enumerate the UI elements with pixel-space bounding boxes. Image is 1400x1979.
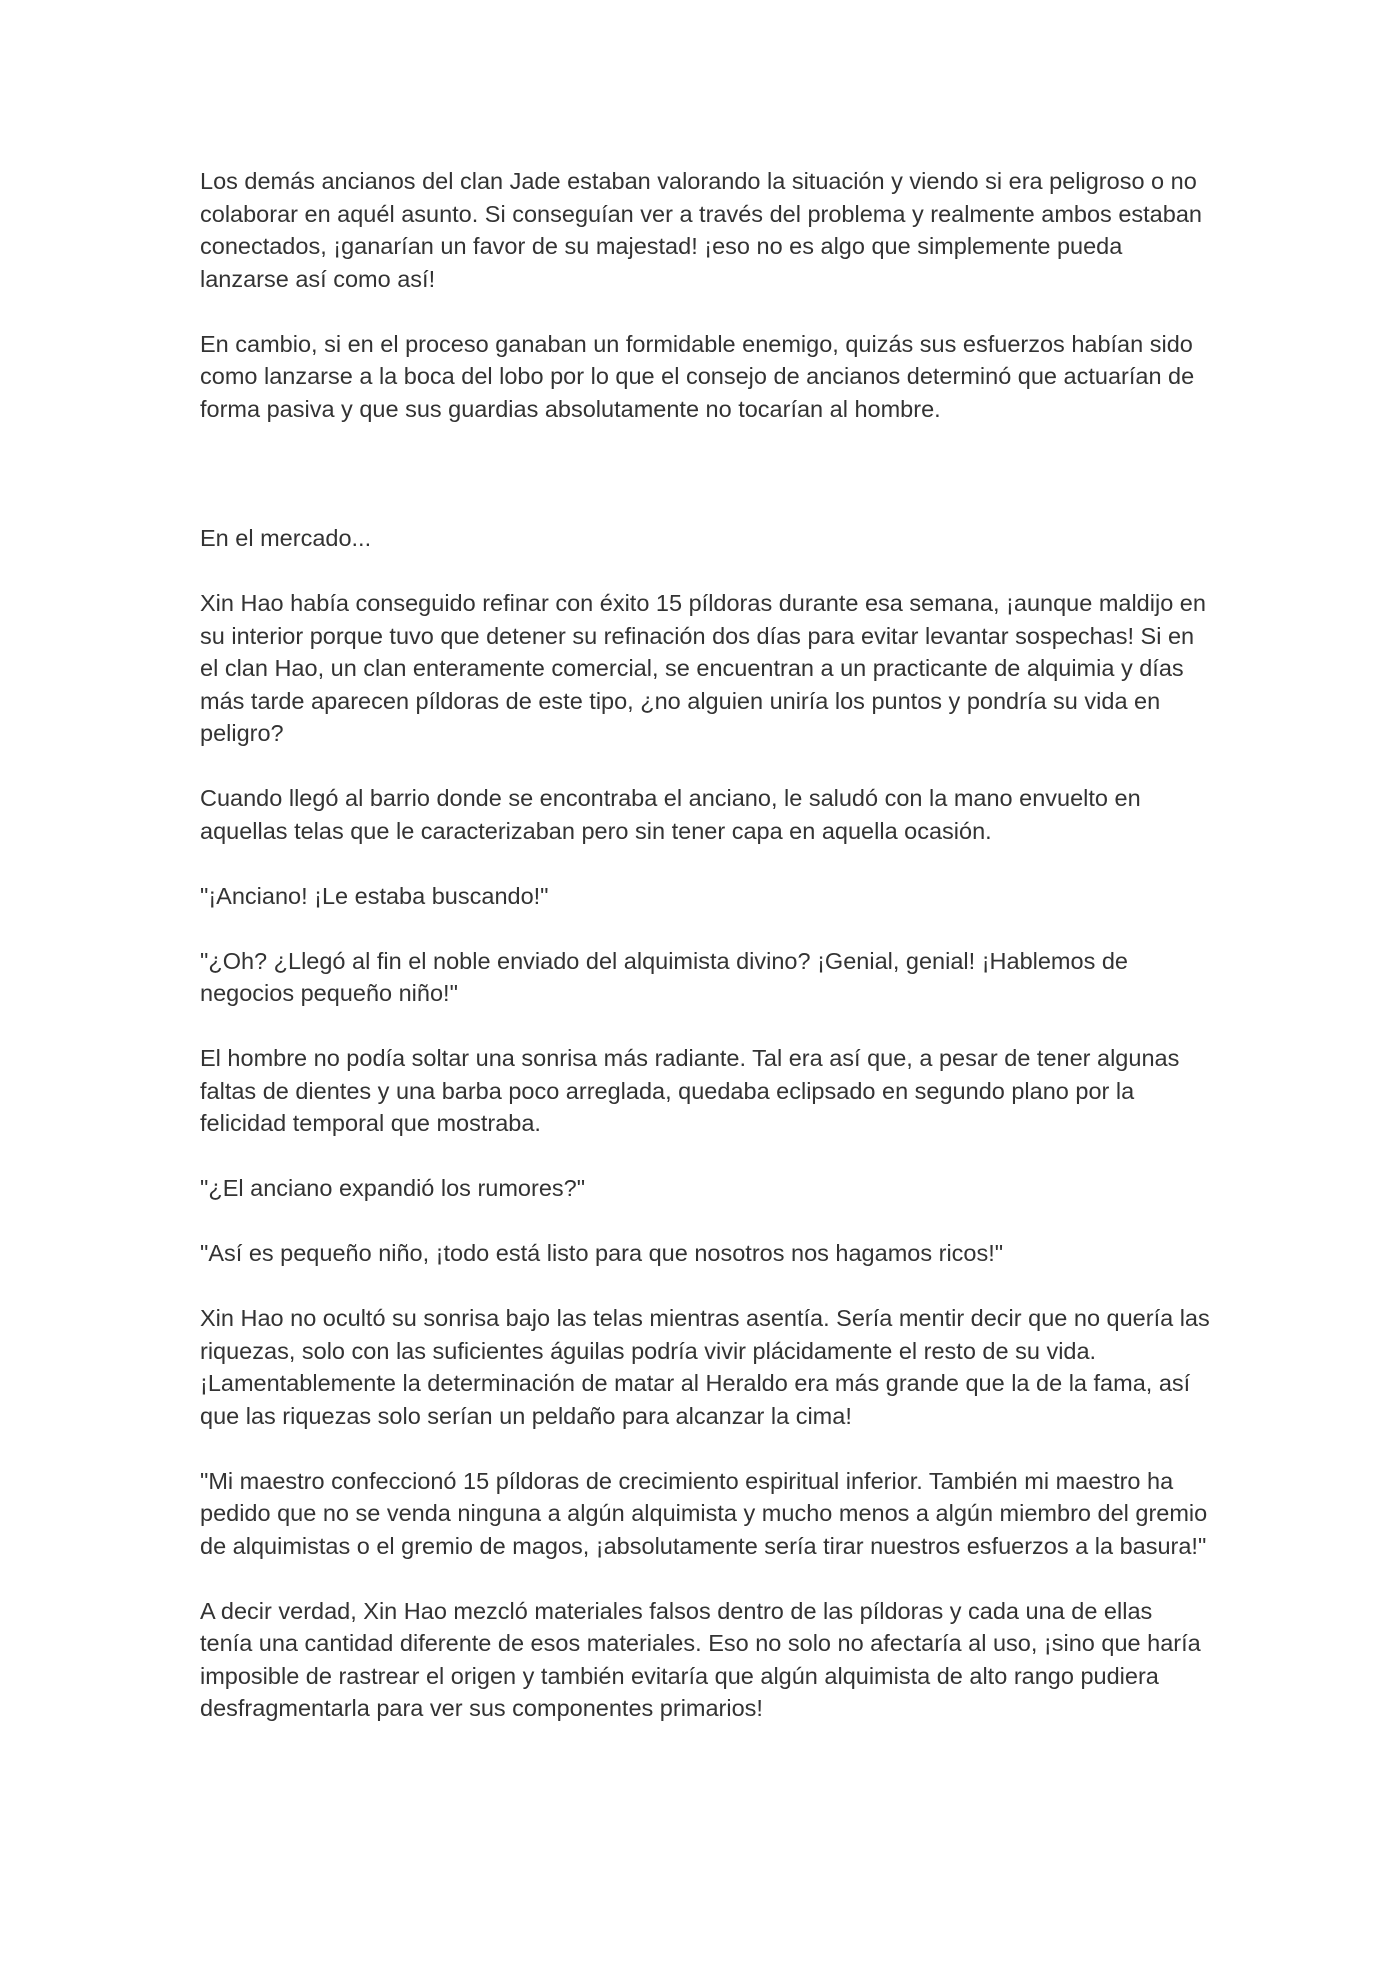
scene-heading: En el mercado...	[200, 525, 372, 551]
dialogue-line: "¿El anciano expandió los rumores?"	[200, 1175, 586, 1201]
paragraph: A decir verdad, Xin Hao mezcló materiales falsos dentro de las píldoras y cada una de ellas tenía una cantidad diferente de esos materiales. Eso no solo no afectaría al uso, ¡sino que haría imposible de rastrear el origen y también evitaría que algún alquimista de alto rango pudiera desfragmentarla para ver sus componentes primarios!	[200, 1597, 1201, 1721]
paragraph: El hombre no podía soltar una sonrisa más radiante. Tal era así que, a pesar de tener algunas faltas de dientes y una barba poco arreglada, quedaba eclipsado en segundo plano por la felicidad temporal que mostraba.	[200, 1045, 1180, 1136]
paragraph: Xin Hao no ocultó su sonrisa bajo las telas mientras asentía. Sería mentir decir que no quería las riquezas, solo con las suficientes águilas podría vivir plácidamente el resto de su vida. ¡Lamentablemente la determinación de matar al Heraldo era más grande que la de la fama, así que las riquezas solo serían un peldaño para alcanzar la cima!	[200, 1305, 1210, 1429]
dialogue-line: "¿Oh? ¿Llegó al fin el noble enviado del alquimista divino? ¡Genial, genial! ¡Hablemos de negocios pequeño niño!"	[200, 947, 1128, 1006]
dialogue-line: "¡Anciano! ¡Le estaba buscando!"	[200, 882, 549, 909]
paragraph: Xin Hao había conseguido refinar con éxito 15 píldoras durante esa semana, ¡aunque maldijo en su interior porque tuvo que detener su refinación dos días para evitar levantar sospechas! Si en el clan Hao, un clan enteramente comercial, se encuentran a un practicante de alquimia y días más tarde aparecen píldoras de este tipo, ¿no alguien uniría los puntos y pondría su vida en peligro?	[200, 590, 1206, 746]
dialogue-line: "Así es pequeño niño, ¡todo está listo para que nosotros nos hagamos ricos!"	[200, 1240, 1004, 1266]
paragraph: Cuando llegó al barrio donde se encontraba el anciano, le saludó con la mano envuelto en aquellas telas que le caracterizaban pero sin tener capa en aquella ocasión.	[200, 785, 1141, 844]
paragraph: En cambio, si en el proceso ganaban un formidable enemigo, quizás sus esfuerzos habían sido como lanzarse a la boca del lobo por lo que el consejo de ancianos determinó que actuarían de forma pasiva y que sus guardias absolutamente no tocarían al hombre.	[200, 330, 1195, 422]
dialogue-line: "Mi maestro confeccionó 15 píldoras de crecimiento espiritual inferior. También mi maestro ha pedido que no se venda ninguna a algún alquimista y mucho menos a algún miembro del gremio de alquimistas o el gremio de magos, ¡absolutamente sería tirar nuestros esfuerzos a la basura!"	[200, 1467, 1208, 1559]
paragraph: Los demás ancianos del clan Jade estaban valorando la situación y viendo si era peligroso o no colaborar en aquél asunto. Si conseguían ver a través del problema y realmente ambos estaban conectados, ¡ganarían un favor de su majestad! ¡eso no es algo que simplemente pueda lanzarse así como así!	[200, 168, 1202, 292]
document-body	[200, 165, 1210, 1757]
